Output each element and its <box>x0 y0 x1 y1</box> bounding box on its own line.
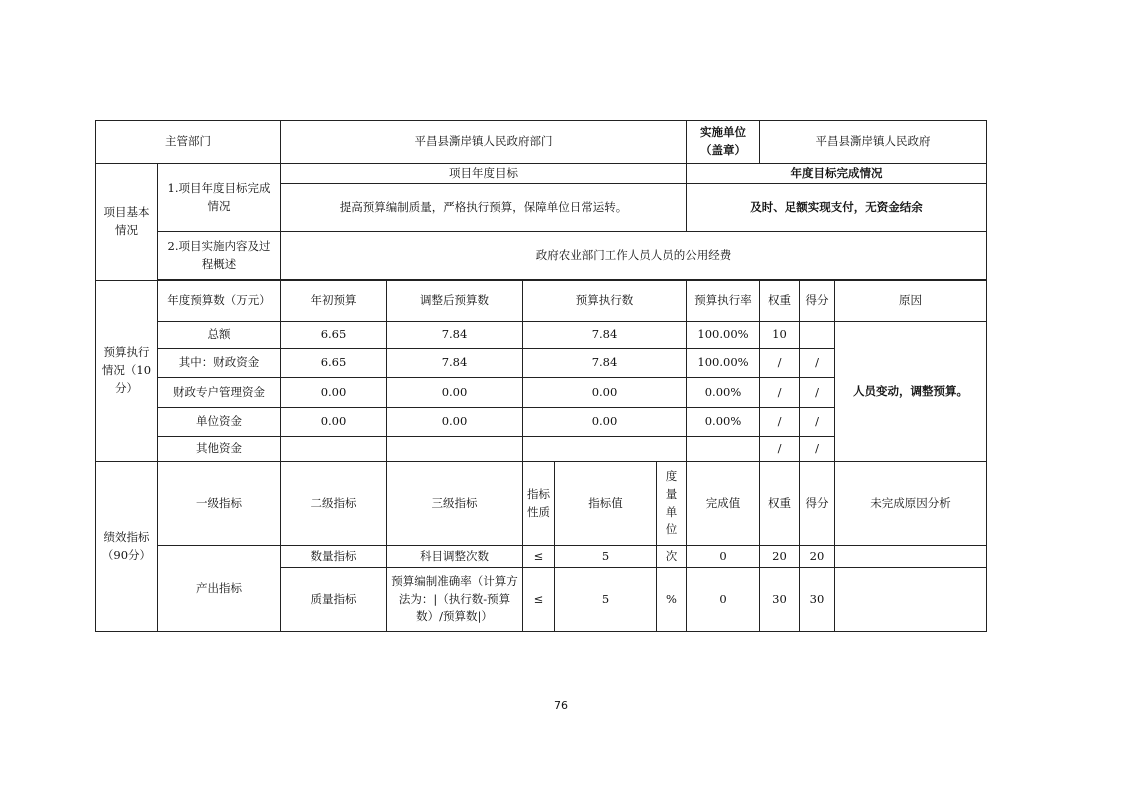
budget-row-weight: / <box>760 437 800 462</box>
budget-header-score: 得分 <box>800 281 835 322</box>
perf-header-actual: 完成值 <box>687 462 760 546</box>
indicator-score: 30 <box>800 568 835 632</box>
indicator-level3: 预算编制准确率（计算方法为：|（执行数-预算数）/预算数|） <box>387 568 523 632</box>
indicator-analysis <box>835 568 987 632</box>
content-label: 2.项目实施内容及过程概述 <box>158 232 281 280</box>
budget-row-initial: 0.00 <box>281 408 387 437</box>
basic-section-label: 项目基本情况 <box>96 164 158 281</box>
indicator-target: 5 <box>555 546 657 568</box>
budget-header-reason: 原因 <box>835 281 987 322</box>
budget-row-adjusted: 7.84 <box>387 322 523 349</box>
perf-header-weight: 权重 <box>760 462 800 546</box>
indicator-actual: 0 <box>687 568 760 632</box>
budget-row-weight: 10 <box>760 322 800 349</box>
budget-row-name: 其他资金 <box>158 437 281 462</box>
unit-label: 实施单位（盖章） <box>687 121 760 164</box>
goal-label: 1.项目年度目标完成情况 <box>158 164 281 232</box>
budget-row-name: 单位资金 <box>158 408 281 437</box>
performance-section-label: 绩效指标（90分） <box>96 462 158 632</box>
indicator-weight: 30 <box>760 568 800 632</box>
budget-row-score: / <box>800 408 835 437</box>
budget-row-initial: 6.65 <box>281 349 387 378</box>
budget-row-initial: 0.00 <box>281 378 387 408</box>
indicator-level2: 数量指标 <box>281 546 387 568</box>
indicator-actual: 0 <box>687 546 760 568</box>
completion-text: 及时、足额实现支付，无资金结余 <box>687 184 987 232</box>
budget-header-row <box>96 281 987 322</box>
perf-header-unit: 度量单位 <box>657 462 687 546</box>
goal-header: 项目年度目标 <box>281 164 687 184</box>
budget-row-score <box>800 322 835 349</box>
indicator-row <box>96 546 987 568</box>
header-row <box>96 121 987 164</box>
budget-row-executed: 0.00 <box>523 408 687 437</box>
performance-evaluation-table <box>95 120 987 632</box>
goal-text: 提高预算编制质量，严格执行预算，保障单位日常运转。 <box>281 184 687 232</box>
budget-row-name: 其中：财政资金 <box>158 349 281 378</box>
indicator-analysis <box>835 546 987 568</box>
budget-row-name: 财政专户管理资金 <box>158 378 281 408</box>
budget-row-initial: 6.65 <box>281 322 387 349</box>
budget-section-label: 预算执行情况（10分） <box>96 281 158 462</box>
indicator-level3: 科目调整次数 <box>387 546 523 568</box>
indicator-score: 20 <box>800 546 835 568</box>
basic-info-row <box>96 164 987 184</box>
budget-row-weight: / <box>760 378 800 408</box>
perf-header-score: 得分 <box>800 462 835 546</box>
indicator-unit: 次 <box>657 546 687 568</box>
budget-row-rate <box>687 437 760 462</box>
budget-row-executed: 0.00 <box>523 378 687 408</box>
page-number: 76 <box>554 699 568 712</box>
unit-value: 平昌县澌岸镇人民政府 <box>760 121 987 164</box>
budget-header-adjusted: 调整后预算数 <box>387 281 523 322</box>
budget-row-name: 总额 <box>158 322 281 349</box>
budget-row-score: / <box>800 349 835 378</box>
budget-row-rate: 0.00% <box>687 378 760 408</box>
budget-header-rate: 预算执行率 <box>687 281 760 322</box>
indicator-nature: ≤ <box>523 546 555 568</box>
budget-row <box>96 322 987 349</box>
budget-row-executed: 7.84 <box>523 322 687 349</box>
budget-row-adjusted: 7.84 <box>387 349 523 378</box>
budget-header-initial: 年初预算 <box>281 281 387 322</box>
perf-header-target: 指标值 <box>555 462 657 546</box>
content-text: 政府农业部门工作人员人员的公用经费 <box>281 232 987 280</box>
budget-reason: 人员变动，调整预算。 <box>835 322 987 462</box>
budget-row-adjusted: 0.00 <box>387 408 523 437</box>
perf-header-level2: 二级指标 <box>281 462 387 546</box>
budget-header-weight: 权重 <box>760 281 800 322</box>
output-indicator-label: 产出指标 <box>158 546 281 632</box>
completion-header: 年度目标完成情况 <box>687 164 987 184</box>
indicator-unit: % <box>657 568 687 632</box>
perf-header-nature: 指标性质 <box>523 462 555 546</box>
indicator-level2: 质量指标 <box>281 568 387 632</box>
content-row <box>96 232 987 280</box>
performance-header-row <box>96 462 987 546</box>
dept-label: 主管部门 <box>96 121 281 164</box>
budget-header-year: 年度预算数（万元） <box>158 281 281 322</box>
budget-row-executed <box>523 437 687 462</box>
budget-row-score: / <box>800 437 835 462</box>
budget-row-score: / <box>800 378 835 408</box>
perf-header-analysis: 未完成原因分析 <box>835 462 987 546</box>
indicator-weight: 20 <box>760 546 800 568</box>
budget-row-adjusted: 0.00 <box>387 378 523 408</box>
perf-header-level3: 三级指标 <box>387 462 523 546</box>
perf-header-level1: 一级指标 <box>158 462 281 546</box>
budget-row-rate: 100.00% <box>687 349 760 378</box>
budget-row-weight: / <box>760 349 800 378</box>
budget-row-adjusted <box>387 437 523 462</box>
budget-header-executed: 预算执行数 <box>523 281 687 322</box>
indicator-nature: ≤ <box>523 568 555 632</box>
budget-row-executed: 7.84 <box>523 349 687 378</box>
budget-row-initial <box>281 437 387 462</box>
indicator-target: 5 <box>555 568 657 632</box>
budget-row-weight: / <box>760 408 800 437</box>
budget-row-rate: 100.00% <box>687 322 760 349</box>
budget-row-rate: 0.00% <box>687 408 760 437</box>
dept-value: 平昌县澌岸镇人民政府部门 <box>281 121 687 164</box>
